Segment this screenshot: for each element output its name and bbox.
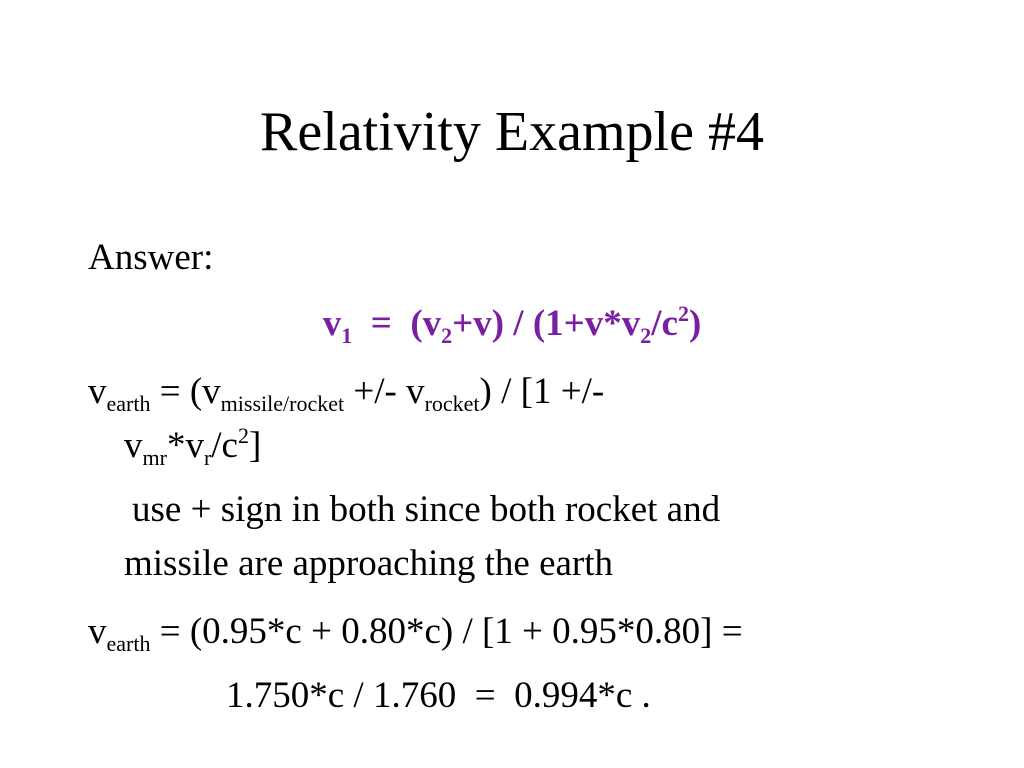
gen-v: v [88,371,107,412]
note-line-2: missile are approaching the earth [124,543,614,584]
formula-close: ) [688,303,702,344]
answer-label: Answer: [88,237,214,278]
gen-part2: +/- v [344,371,425,412]
gen-part1: = (v [150,371,221,412]
note-line-1: use + sign in both since both rocket and [132,489,721,530]
num-rest: = (0.95*c + 0.80*c) / [1 + 0.95*0.80] = [150,611,743,652]
formula-v: v [322,303,342,344]
num-v: v [88,611,107,652]
formula-sub-2b: 2 [640,323,652,348]
formula-equals: = [352,303,411,344]
formula-sup-2: 2 [677,301,689,326]
general-equation-line1 [88,370,604,414]
gen-part6: ] [248,425,262,466]
formula-mid: +v) / (1+v*v [452,303,641,344]
gen-sup-2: 2 [237,423,249,448]
formula-open: (v [410,303,442,344]
num-sub-earth: earth [106,631,151,656]
formula-slash-c: /c [651,303,678,344]
gen-sub-earth: earth [106,391,151,416]
gen-sub-mr: mr [142,445,167,470]
gen-part3: ) / [1 +/- [479,371,605,412]
numeric-equation-line1 [88,610,743,654]
formula-sub-2a: 2 [441,323,453,348]
velocity-addition-formula [0,302,1024,346]
gen-sub-rocket: rocket [424,391,480,416]
slide-title: Relativity Example #4 [260,101,764,163]
gen-sub-r: r [203,445,212,470]
numeric-equation-result: 1.750*c / 1.760 = 0.994*c . [226,675,651,716]
formula-sub-1: 1 [341,323,353,348]
general-equation-line2 [124,424,261,468]
gen-cont-v: v [124,425,143,466]
gen-part4: *v [166,425,204,466]
gen-sub-missile-rocket: missile/rocket [220,391,345,416]
gen-part5: /c [211,425,238,466]
